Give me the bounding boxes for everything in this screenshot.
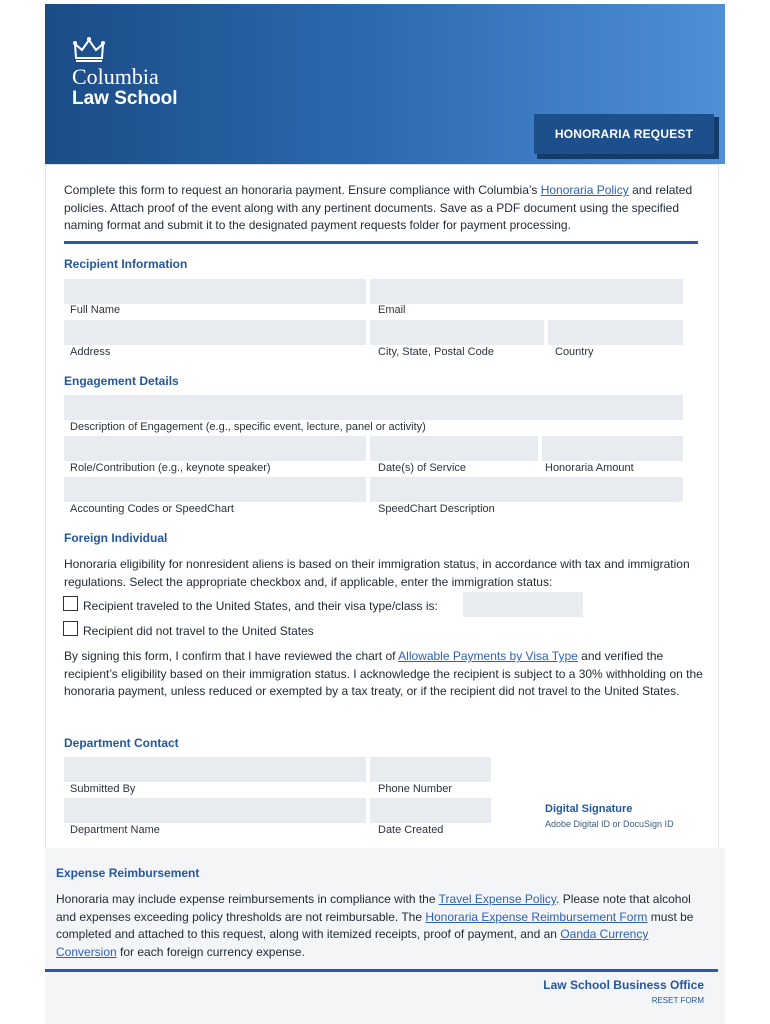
dates-label: Date(s) of Service — [378, 462, 467, 474]
phone-label: Phone Number — [378, 783, 452, 795]
expense-section-title: Expense Reimbursement — [56, 866, 200, 880]
dates-input[interactable] — [370, 436, 538, 461]
department-name-label: Department Name — [70, 824, 160, 836]
confirmation-text: By signing this form, I confirm that I have reviewed the chart of Allowable Payments by Visa Type and verified the recipient’s eligibility based on their immigration status. I acknowledge the recipient is subject to a 30% withholding on the honoraria payment, unless reduced or exempted by a tax treaty, or if the recipient did not travel to the United States. — [64, 649, 703, 698]
city-input[interactable] — [370, 320, 544, 345]
engagement-section-title: Engagement Details — [64, 374, 179, 388]
visa-type-input[interactable] — [463, 592, 583, 617]
city-label: City, State, Postal Code — [378, 346, 494, 358]
not-traveled-checkbox[interactable] — [63, 621, 78, 636]
section-divider — [64, 241, 698, 244]
currency-conversion-link[interactable]: Oanda Currency Conversion — [56, 927, 649, 959]
country-label: Country — [555, 346, 594, 358]
not-traveled-option-label: Recipient did not travel to the United States — [83, 624, 314, 638]
business-office-label: Law School Business Office — [543, 978, 704, 992]
amount-label: Honoraria Amount — [545, 462, 634, 474]
role-label: Role/Contribution (e.g., keynote speaker) — [70, 462, 271, 474]
expense-reimbursement-form-link[interactable]: Honoraria Expense Reimbursement Form — [425, 909, 648, 924]
reset-form-button[interactable]: RESET FORM — [651, 996, 704, 1005]
speedchart-input[interactable] — [370, 477, 683, 502]
address-label: Address — [70, 346, 111, 358]
visa-type-chart-link[interactable]: Allowable Payments by Visa Type — [398, 649, 578, 663]
department-name-input[interactable] — [64, 798, 366, 823]
speedchart-label: SpeedChart Description — [378, 503, 495, 515]
traveled-option-label: Recipient traveled to the United States, and their visa type/class is: — [83, 599, 438, 613]
email-label: Email — [378, 304, 406, 316]
intro-text: Complete this form to request an honoraria payment. Ensure compliance with Columbia’s Honoraria Policy and related policies. Attach proof of the event along with any pertinent documents. Save as a PDF document using the specified naming format and submit it to the designated payment requests folder for payment processing. — [64, 183, 693, 232]
travel-expense-policy-link[interactable]: Travel Expense Policy — [438, 892, 557, 906]
traveled-checkbox[interactable] — [63, 596, 78, 611]
form-title: HONORARIA REQUEST — [534, 114, 714, 154]
crown-logo-icon — [72, 36, 106, 62]
brand-law-school: Law School — [72, 88, 178, 109]
foreign-section-title: Foreign Individual — [64, 531, 168, 545]
brand-columbia: Columbia — [72, 64, 159, 89]
email-input[interactable] — [370, 279, 683, 304]
phone-input[interactable] — [370, 757, 491, 782]
date-created-label: Date Created — [378, 824, 444, 836]
full-name-label: Full Name — [70, 304, 121, 316]
amount-input[interactable] — [542, 436, 683, 461]
foreign-description: Honoraria eligibility for nonresident aliens is based on their immigration status, in accordance with tax and immigration regulations. Select the appropriate checkbox and, if applicable, enter the immigration status: — [64, 557, 690, 589]
expense-text: Honoraria may include expense reimbursements in compliance with the Travel Expense Policy. Please note that alcohol and expenses exceeding policy thresholds are not reimbursable. The Honoraria Expense Reimbursement Form must be completed and attached to this request, along with itemized receipts, proof of payment, and an Oanda Currency Conversion for each foreign currency expense. — [56, 892, 694, 959]
footer-divider — [45, 969, 718, 972]
recipient-section-title: Recipient Information — [64, 257, 188, 271]
description-input[interactable] — [64, 395, 683, 420]
submitted-by-label: Submitted By — [70, 783, 136, 795]
accounting-label: Accounting Codes or SpeedChart — [70, 503, 234, 515]
submitted-by-input[interactable] — [64, 757, 366, 782]
role-input[interactable] — [64, 436, 366, 461]
honoraria-policy-link[interactable]: Honoraria Policy — [540, 183, 629, 197]
address-input[interactable] — [64, 320, 366, 345]
digital-signature-title[interactable]: Digital Signature — [545, 803, 633, 815]
department-section-title: Department Contact — [64, 736, 179, 750]
digital-signature-subtitle: Adobe Digital ID or DocuSign ID — [545, 819, 674, 829]
accounting-input[interactable] — [64, 477, 366, 502]
date-created-input[interactable] — [370, 798, 491, 823]
description-label: Description of Engagement (e.g., specific event, lecture, panel or activity) — [70, 421, 426, 433]
country-input[interactable] — [548, 320, 683, 345]
full-name-input[interactable] — [64, 279, 366, 304]
